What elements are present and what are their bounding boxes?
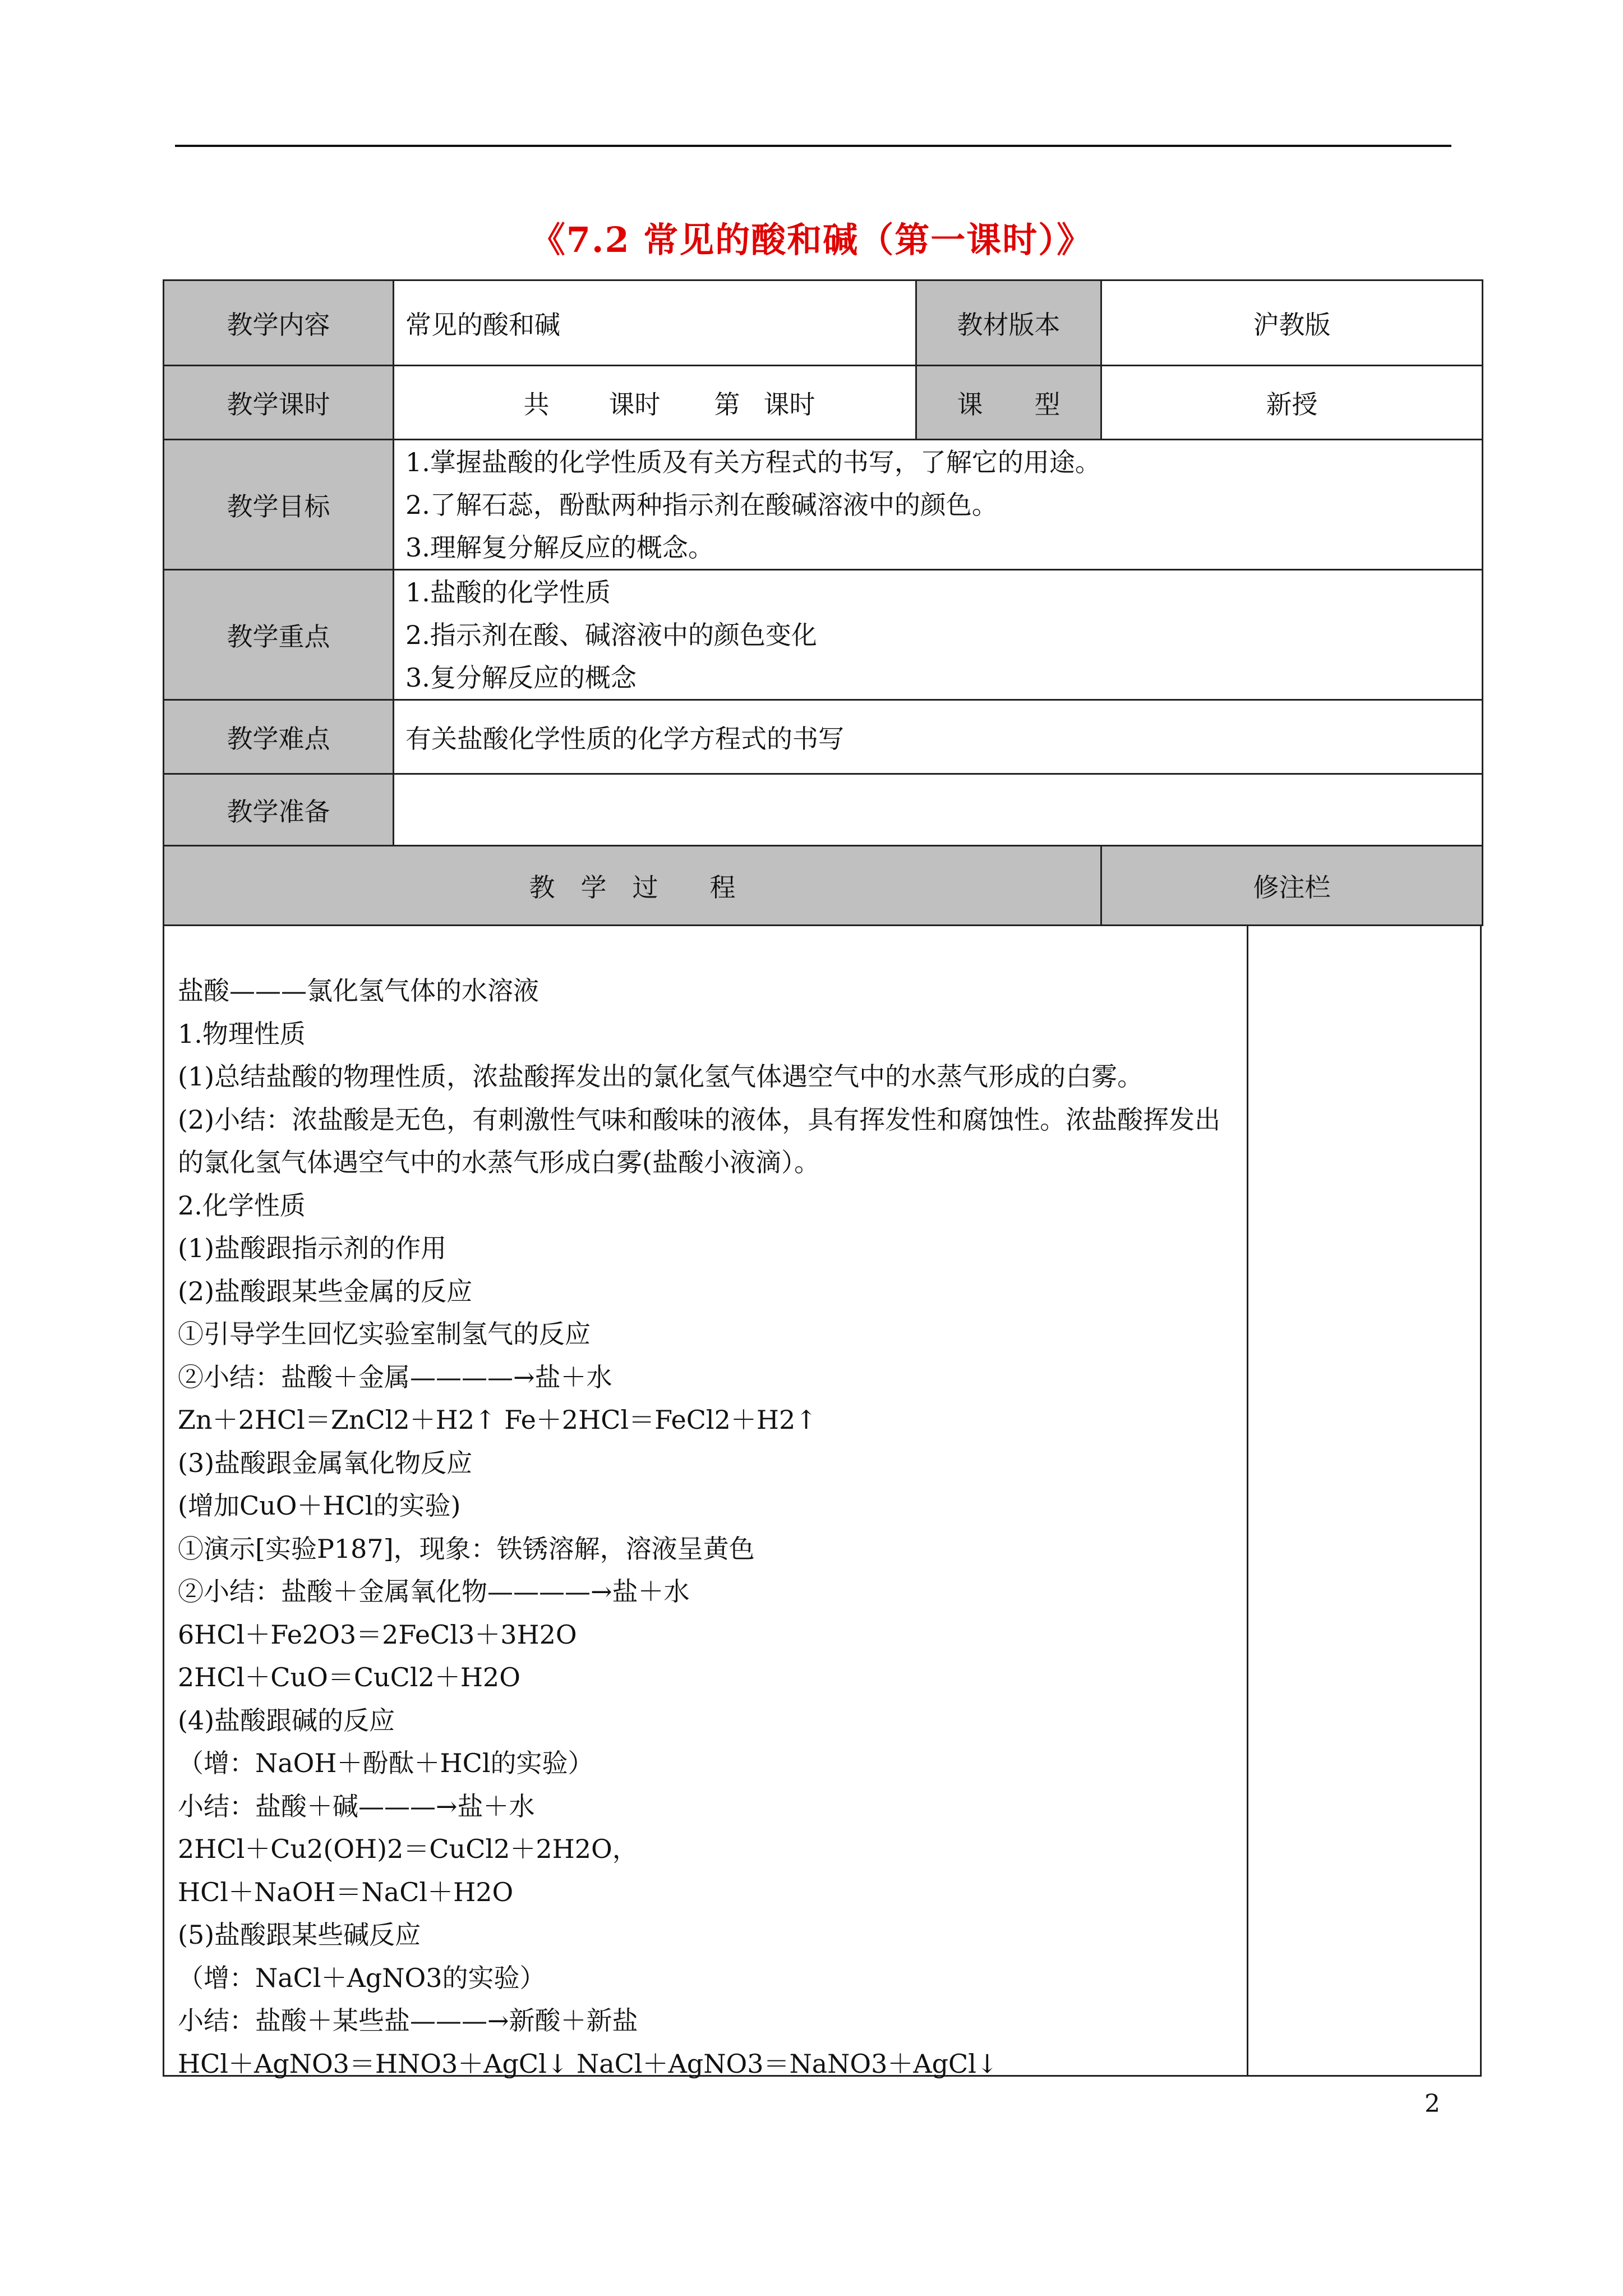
lesson-info-table <box>163 279 1483 926</box>
hours-total-suffix: 课时 <box>608 389 661 420</box>
process-line: Zn＋2HCl＝ZnCl2＋H2↑ Fe＋2HCl＝FeCl2＋H2↑ <box>178 1405 817 1435</box>
process-line: 小结：盐酸＋碱———→盐＋水 <box>178 1791 535 1821</box>
process-line: （增：NaCl＋AgNO3的实验） <box>178 1962 546 1993</box>
row-goals <box>164 440 1483 570</box>
process-line: (5)盐酸跟某些碱反应 <box>178 1920 421 1950</box>
goals-label: 教学目标 <box>164 440 394 570</box>
process-line: 2HCl＋CuO＝CuCl2＋H2O <box>178 1662 520 1692</box>
process-line: (2)小结：浓盐酸是无色，有刺激性气味和酸味的液体，具有挥发性和腐蚀性。浓盐酸挥发出的氯化氢气体遇空气中的水蒸气形成白雾(盐酸小液滴）。 <box>178 1104 1221 1177</box>
hours-total-prefix: 共 <box>523 389 550 420</box>
goal-item: 3.理解复分解反应的概念。 <box>405 532 714 563</box>
process-label: 教 学 过 程 <box>164 846 1101 926</box>
process-line: （增：NaOH＋酚酞＋HCl的实验） <box>178 1748 594 1778</box>
prep-label: 教学准备 <box>164 774 394 846</box>
process-line: 小结：盐酸＋某些盐———→新酸＋新盐 <box>178 2005 638 2036</box>
process-content <box>178 969 1238 2085</box>
type-value: 新授 <box>1101 366 1483 440</box>
page-title: 《7.2 常见的酸和碱（第一课时）》 <box>530 219 1093 260</box>
keypoint-item: 3.复分解反应的概念 <box>405 662 637 693</box>
notes-label: 修注栏 <box>1253 872 1331 903</box>
difficulty-value: 有关盐酸化学性质的化学方程式的书写 <box>394 700 1483 774</box>
process-line: (2)盐酸跟某些金属的反应 <box>178 1276 473 1306</box>
goals-list <box>394 440 1483 570</box>
difficulty-label: 教学难点 <box>164 700 394 774</box>
process-line: HCl＋NaOH＝NaCl＋H2O <box>178 1876 514 1907</box>
row-prep <box>164 774 1483 846</box>
process-line: HCl＋AgNO3＝HNO3＋AgCl↓ NaCl＋AgNO3＝NaNO3＋AgCl↓ <box>178 2048 998 2079</box>
keypoint-item: 2.指示剂在酸、碱溶液中的颜色变化 <box>405 619 817 650</box>
process-line: (4)盐酸跟碱的反应 <box>178 1705 395 1736</box>
process-line: (1)盐酸跟指示剂的作用 <box>178 1233 447 1263</box>
process-line: 6HCl＋Fe2O3＝2FeCl3＋3H2O <box>178 1619 577 1650</box>
process-line: (增加CuO＋HCl的实验) <box>178 1490 461 1521</box>
goal-item: 1.掌握盐酸的化学性质及有关方程式的书写，了解它的用途。 <box>405 447 1101 477</box>
edition-label: 教材版本 <box>916 280 1101 366</box>
process-line: ①演示[实验P187]，现象：铁锈溶解，溶液呈黄色 <box>178 1533 755 1564</box>
row-keypoints <box>164 570 1483 700</box>
process-line: ①引导学生回忆实验室制氢气的反应 <box>178 1319 591 1349</box>
notes-label-cell <box>1101 846 1483 926</box>
edition-value: 沪教版 <box>1101 280 1483 366</box>
process-line: ②小结：盐酸＋金属氧化物————→盐＋水 <box>178 1576 690 1607</box>
goal-item: 2.了解石蕊，酚酞两种指示剂在酸碱溶液中的颜色。 <box>405 489 998 520</box>
row-hours <box>164 366 1483 440</box>
row-process-header <box>164 846 1483 926</box>
process-line: 2HCl＋Cu2(OH)2＝CuCl2＋2H2O， <box>178 1834 638 1864</box>
keypoint-item: 1.盐酸的化学性质 <box>405 577 611 608</box>
process-area <box>163 924 1482 2077</box>
process-line: 盐酸———氯化氢气体的水溶液 <box>178 976 539 1006</box>
process-line: (3)盐酸跟金属氧化物反应 <box>178 1447 473 1478</box>
row-content <box>164 280 1483 366</box>
header-rule <box>175 145 1451 147</box>
hours-current-suffix: 课时 <box>763 389 815 420</box>
keypoints-label: 教学重点 <box>164 570 394 700</box>
page-number: 2 <box>1424 2090 1440 2118</box>
notes-column-divider <box>1247 924 1248 2075</box>
process-line: ②小结：盐酸＋金属————→盐＋水 <box>178 1361 612 1392</box>
process-line: 2.化学性质 <box>178 1190 306 1221</box>
prep-value <box>394 774 1483 846</box>
hours-label: 教学课时 <box>164 366 394 440</box>
content-value: 常见的酸和碱 <box>394 280 916 366</box>
process-line: (1)总结盐酸的物理性质，浓盐酸挥发出的氯化氢气体遇空气中的水蒸气形成的白雾。 <box>178 1061 1144 1092</box>
row-difficulty <box>164 700 1483 774</box>
type-label: 课 型 <box>916 366 1101 440</box>
process-line: 1.物理性质 <box>178 1018 306 1049</box>
hours-value <box>394 366 916 440</box>
hours-current-prefix: 第 <box>714 389 740 420</box>
content-label: 教学内容 <box>164 280 394 366</box>
keypoints-list <box>394 570 1483 700</box>
